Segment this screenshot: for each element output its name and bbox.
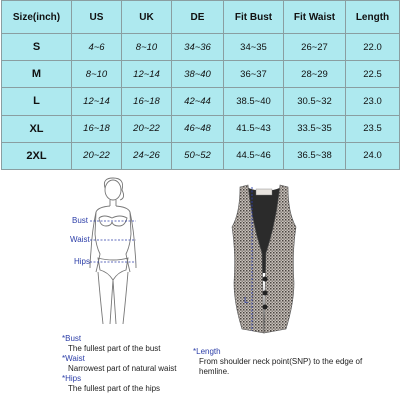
- hips-label: Hips: [74, 257, 91, 266]
- fit-bust-cell: 36~37: [224, 61, 284, 88]
- de-cell: 42~44: [172, 88, 224, 115]
- size-cell: S: [2, 34, 72, 61]
- body-measurement-figure: [40, 176, 170, 326]
- uk-cell: 24~26: [122, 142, 172, 169]
- legend-bust-desc: The fullest part of the bust: [68, 344, 161, 353]
- uk-cell: 16~18: [122, 88, 172, 115]
- bust-label: Bust: [72, 216, 89, 225]
- header-fit-waist: Fit Waist: [284, 1, 346, 34]
- size-chart-table: [1, 0, 400, 170]
- legend-bust-key: *Bust: [62, 334, 82, 343]
- us-cell: 8~10: [72, 61, 122, 88]
- table-row: [2, 61, 400, 88]
- measurement-legend-body: [62, 334, 177, 394]
- header-us: US: [72, 1, 122, 34]
- vest-length-marker: L: [244, 296, 249, 305]
- fit-waist-cell: 30.5~32: [284, 88, 346, 115]
- fit-waist-cell: 33.5~35: [284, 115, 346, 142]
- us-cell: 16~18: [72, 115, 122, 142]
- header-length: Length: [346, 1, 400, 34]
- legend-hips-key: *Hips: [62, 374, 82, 383]
- us-cell: 12~14: [72, 88, 122, 115]
- uk-cell: 20~22: [122, 115, 172, 142]
- us-cell: 20~22: [72, 142, 122, 169]
- de-cell: 34~36: [172, 34, 224, 61]
- fit-waist-cell: 28~29: [284, 61, 346, 88]
- header-fit-bust: Fit Bust: [224, 1, 284, 34]
- de-cell: 46~48: [172, 115, 224, 142]
- fit-waist-cell: 26~27: [284, 34, 346, 61]
- length-cell: 23.5: [346, 115, 400, 142]
- fit-waist-cell: 36.5~38: [284, 142, 346, 169]
- legend-length-key: *Length: [193, 347, 221, 356]
- legend-waist-desc: Narrowest part of natural waist: [68, 364, 177, 373]
- de-cell: 50~52: [172, 142, 224, 169]
- waist-label: Waist: [70, 235, 90, 244]
- header-size: Size(inch): [2, 1, 72, 34]
- measurement-legend-length: [193, 347, 362, 377]
- table-row: [2, 115, 400, 142]
- uk-cell: 8~10: [122, 34, 172, 61]
- fit-bust-cell: 41.5~43: [224, 115, 284, 142]
- header-uk: UK: [122, 1, 172, 34]
- table-header-row: [2, 1, 400, 34]
- size-cell: L: [2, 88, 72, 115]
- uk-cell: 12~14: [122, 61, 172, 88]
- table-row: [2, 34, 400, 61]
- size-cell: M: [2, 61, 72, 88]
- size-cell: 2XL: [2, 142, 72, 169]
- legend-length-desc-line1: From shoulder neck point(SNP) to the edge of: [199, 357, 363, 366]
- fit-bust-cell: 38.5~40: [224, 88, 284, 115]
- length-cell: 22.5: [346, 61, 400, 88]
- de-cell: 38~40: [172, 61, 224, 88]
- table-row: [2, 88, 400, 115]
- length-cell: 24.0: [346, 142, 400, 169]
- vest-product-image: [222, 183, 306, 338]
- table-row: [2, 142, 400, 169]
- legend-hips-desc: The fullest part of the hips: [68, 384, 161, 393]
- fit-bust-cell: 34~35: [224, 34, 284, 61]
- length-cell: 22.0: [346, 34, 400, 61]
- legend-length-desc-line2: hemline.: [199, 367, 230, 376]
- fit-bust-cell: 44.5~46: [224, 142, 284, 169]
- header-de: DE: [172, 1, 224, 34]
- size-cell: XL: [2, 115, 72, 142]
- length-cell: 23.0: [346, 88, 400, 115]
- legend-waist-key: *Waist: [62, 354, 85, 363]
- us-cell: 4~6: [72, 34, 122, 61]
